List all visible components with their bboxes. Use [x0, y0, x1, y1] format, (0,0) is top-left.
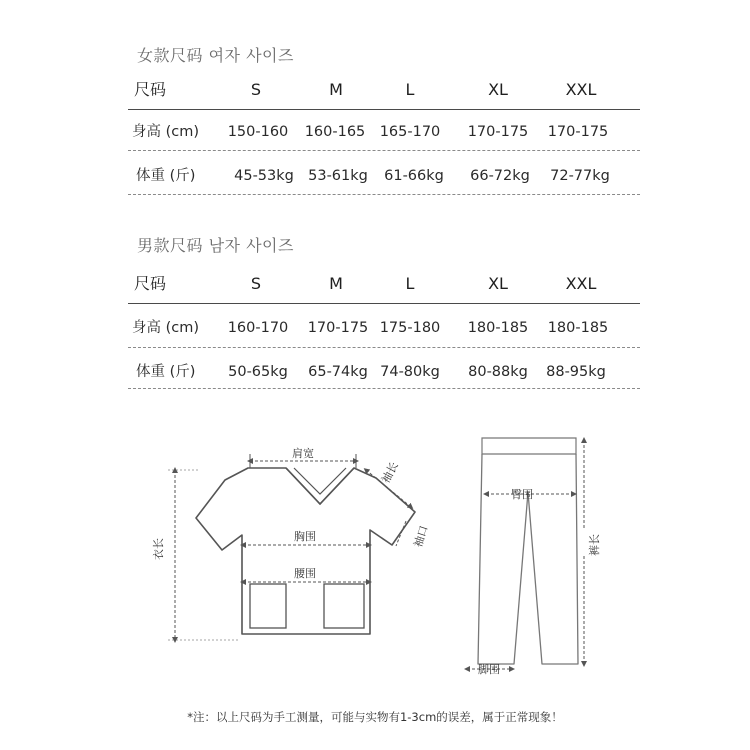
chest-label: 胸围 — [294, 530, 316, 543]
row-label-weight: 体重 (斤) — [136, 364, 196, 380]
pants-length-label: 裤长 — [588, 534, 601, 556]
cell-weight-xxl: 88-95kg — [546, 364, 606, 380]
sleeve-opening-line — [396, 521, 406, 546]
cell-weight-m: 65-74kg — [308, 364, 368, 380]
header-cell-l: L — [405, 80, 415, 99]
women-section-title: 女款尺码 여자 사이즈 — [137, 46, 294, 65]
cell-height-m: 170-175 — [307, 320, 369, 336]
row-label-weight: 体重 (斤) — [136, 168, 196, 184]
cell-weight-xxl: 72-77kg — [550, 168, 610, 184]
cell-height-xl: 180-185 — [467, 320, 529, 336]
cell-height-l: 165-170 — [379, 124, 441, 140]
header-cell-s: S — [250, 274, 262, 293]
waist-label: 腰围 — [294, 567, 316, 580]
sleeve-opening-label: 袖口 — [411, 523, 431, 549]
cell-height-s: 150-160 — [227, 124, 289, 140]
pants-illustration — [467, 438, 601, 676]
row-label-height: 身高 (cm) — [132, 320, 200, 336]
header-cell-s: S — [250, 80, 262, 99]
cell-weight-m: 53-61kg — [308, 168, 368, 184]
measurement-note: *注：以上尺码为手工测量，可能与实物有1-3cm的误差，属于正常现象！ — [187, 710, 563, 724]
header-cell-size: 尺码 — [134, 274, 167, 293]
hip-label: 臀围 — [511, 488, 533, 501]
header-cell-xl: XL — [488, 274, 508, 293]
cell-weight-xl: 80-88kg — [468, 364, 528, 380]
pants-waistband — [482, 438, 576, 454]
shirt-pocket-right — [324, 584, 364, 628]
men-section-title: 男款尺码 남자 사이즈 — [137, 236, 294, 255]
header-cell-xl: XL — [488, 80, 508, 99]
cell-height-xxl: 180-185 — [547, 320, 609, 336]
shoulder-label: 肩宽 — [292, 447, 314, 460]
shirt-collar — [286, 468, 354, 504]
header-cell-m: M — [329, 80, 343, 99]
shirt-pocket-left — [250, 584, 286, 628]
sleeve-length-label: 袖长 — [379, 459, 401, 486]
shirt-outline — [196, 468, 415, 634]
cell-height-m: 160-165 — [304, 124, 366, 140]
cell-height-xl: 170-175 — [467, 124, 529, 140]
hem-label: 脚围 — [478, 663, 500, 676]
header-cell-xxl: XXL — [565, 274, 597, 293]
header-cell-size: 尺码 — [134, 80, 167, 99]
length-label: 衣长 — [152, 538, 165, 560]
header-cell-m: M — [329, 274, 343, 293]
cell-weight-s: 50-65kg — [228, 364, 288, 380]
pants-outline — [478, 454, 578, 664]
cell-weight-l: 61-66kg — [384, 168, 444, 184]
header-cell-l: L — [405, 274, 415, 293]
cell-height-s: 160-170 — [227, 320, 289, 336]
cell-weight-s: 45-53kg — [234, 168, 294, 184]
shirt-collar-inner — [294, 468, 346, 494]
cell-weight-xl: 66-72kg — [470, 168, 530, 184]
cell-height-xxl: 170-175 — [547, 124, 609, 140]
cell-weight-l: 74-80kg — [380, 364, 440, 380]
header-cell-xxl: XXL — [565, 80, 597, 99]
row-label-height: 身高 (cm) — [132, 124, 200, 140]
shirt-illustration — [152, 446, 431, 640]
cell-height-l: 175-180 — [379, 320, 441, 336]
